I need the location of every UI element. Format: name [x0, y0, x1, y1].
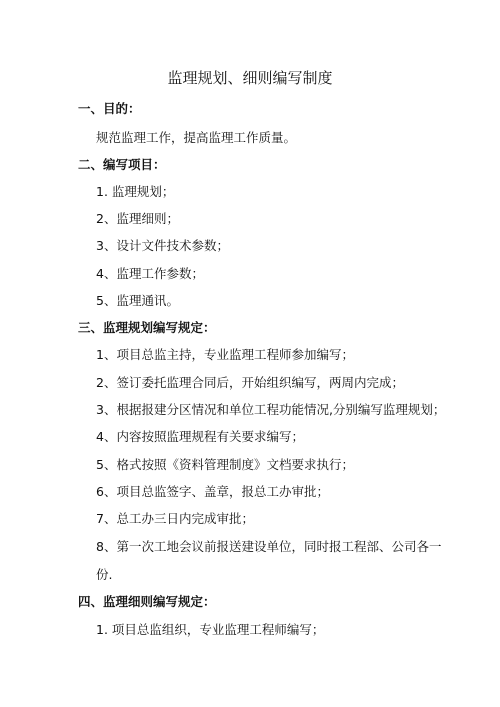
section-item: 8、第一次工地会议前报送建设单位，同时报工程部、公司各一 [96, 539, 442, 554]
section-item: 3、设计文件技术参数； [96, 238, 229, 253]
section-item: 1、项目总监主持，专业监理工程师参加编写； [96, 347, 354, 362]
section-item: 7、总工办三日内完成审批； [96, 511, 254, 526]
section-item: 1. 监理规划； [96, 184, 175, 199]
section-item: 3、根据报建分区情况和单位工程功能情况,分别编写监理规划； [96, 402, 446, 417]
section-heading-plan-rules: 三、监理规划编写规定： [78, 320, 216, 335]
section-item: 4、监理工作参数； [96, 266, 204, 281]
section-heading-detail-rules: 四、监理细则编写规定： [78, 594, 216, 609]
section-item: 2、监理细则； [96, 211, 179, 226]
section-item: 1. 项目总监组织，专业监理工程师编写； [96, 622, 325, 637]
section-item: 5、监理通讯。 [96, 293, 179, 308]
section-item: 6、项目总监签字、盖章，报总工办审批； [96, 484, 329, 499]
section-item: 规范监理工作，提高监理工作质量。 [96, 130, 297, 145]
section-item-continuation: 份. [96, 567, 113, 582]
section-item: 4、内容按照监理规程有关要求编写； [96, 429, 304, 444]
document-title: 监理规划、细则编写制度 [167, 69, 333, 87]
section-item: 2、签订委托监理合同后，开始组织编写，两周内完成； [96, 375, 404, 390]
section-heading-items: 二、编写项目： [78, 157, 166, 172]
section-item: 5、格式按照《资料管理制度》文档要求执行； [96, 457, 354, 472]
section-heading-purpose: 一、目的： [78, 101, 141, 116]
